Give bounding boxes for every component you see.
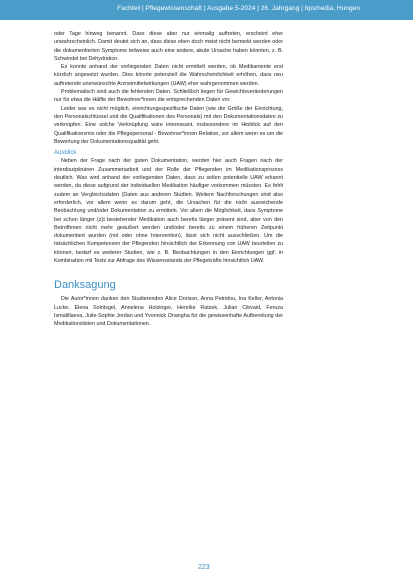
paragraph: Problematisch sind auch die fehlenden Daten. Schließlich liegen für Gewichtsveränderungen nur für etwa die Hälfte der Bewohner*innen die entsprechenden Daten vor.: [54, 89, 283, 104]
paragraph: Es konnte anhand der vorliegenden Daten nicht ermittelt werden, ob Medikamente erst kürzlich angesetzt wurden. Dies könnte potenziell die Wahrscheinlichkeit erhöhen, dass neu auftretende unerwünschte Arzneimittelwirkungen (UAW) eher wahrgenommen werden.: [54, 64, 283, 87]
paragraph: Neben der Frage nach der guten Dokumentation, werden hier auch Fragen nach der interdisziplinären Zusammenarbeit und der Rolle der Pflegenden im Medikationsprozess deutlich. Was wird anhand der vorliegenden Daten, dass zu selten potentielle UAW erkannt werden, da diese aufgrund der individuellen Medikation häufiger vorkommen müssten. Es fehlt zudem an Vergleichsdaten (Daten aus anderen Studien. Weitere Nachforschungen sind also erforderlich, vor allem wenn es darum geht, die Ursachen für die nicht ausreichende Beobachtung und/oder Dokumentation zu ermitteln. Vor allem die Möglichkeit, dass Symptome bei schon länger (z)t bestehender Medikation auch bereits länger präsent sind, aber von den Betroffenen nicht mehr geäußert werden und/oder bereits zu einem früheren Zeitpunkt dokumentiert wurden (mit oder ohne Intervention), lässt sich nicht ausschließen. Um die tatsächlichen Kompetenzen der Pflegenden hinsichtlich der Erkennung von UAW beurteilen zu können, bedarf es weiterer Studien, wie z. B. Beobachtungen in den Einrichtungen ggf. in Kombination mit Tests zur Abfrage des Wissensstands der Pflegekräfte hinsichtlich UAW.: [54, 158, 283, 265]
page-number: 223: [198, 564, 210, 571]
subheading-ausblick: Ausblick: [54, 150, 77, 157]
header-bar: [0, 0, 413, 20]
paragraph: Die Autor*innen danken den Studierenden Alice Dorison, Anna Petridou, Ina Keller, Antonia Lucke, Elena Solntsgel, Annelena Holzinger, Henrike Ratzek, Julian Cibvaid, Feruza Ismatillaeva, Julie-Sophie Jordan und Yvonnick Onangha für die gewissenhafte Aufbereitung der Medikationslisten und Dokumentationen.: [54, 296, 283, 328]
text-column: [54, 30, 283, 329]
running-header: Fachteil | Pflegewissenschaft | Ausgabe 5-2024 | 26. Jahrgang | hpsmedia, Hungen: [117, 5, 360, 12]
paragraph: oder Tage hinweg benannt. Dass diese aber nur einmalig auftreten, erscheint eher unwahrscheinlich. Damit deutet sich an, dass diese eben doch meist nicht bemerkt werden oder die dokumentierten Symptome teilweise auch eine andere, akute Ursache haben könnten, z. B. Schwindel bei Dehydration.: [54, 31, 283, 62]
paragraph: Leider war es nicht möglich, einrichtungsspezifische Daten (wie die Größe der Einrichtung, den Personalschlüssel und die Qualifikationen des Personals) mit den Dokumentationsdaten zu verknüpfen. Eine solche Verknüpfung wäre interessant, insbesondere im Hinblick auf den Qualifikationsmix oder die Pflegepersonal - Bewohner*innen Relation, vor allem wenn es um die Bewertung der Dokumentationsqualität geht.: [54, 105, 283, 145]
section-title-danksagung: Danksagung: [54, 279, 116, 292]
